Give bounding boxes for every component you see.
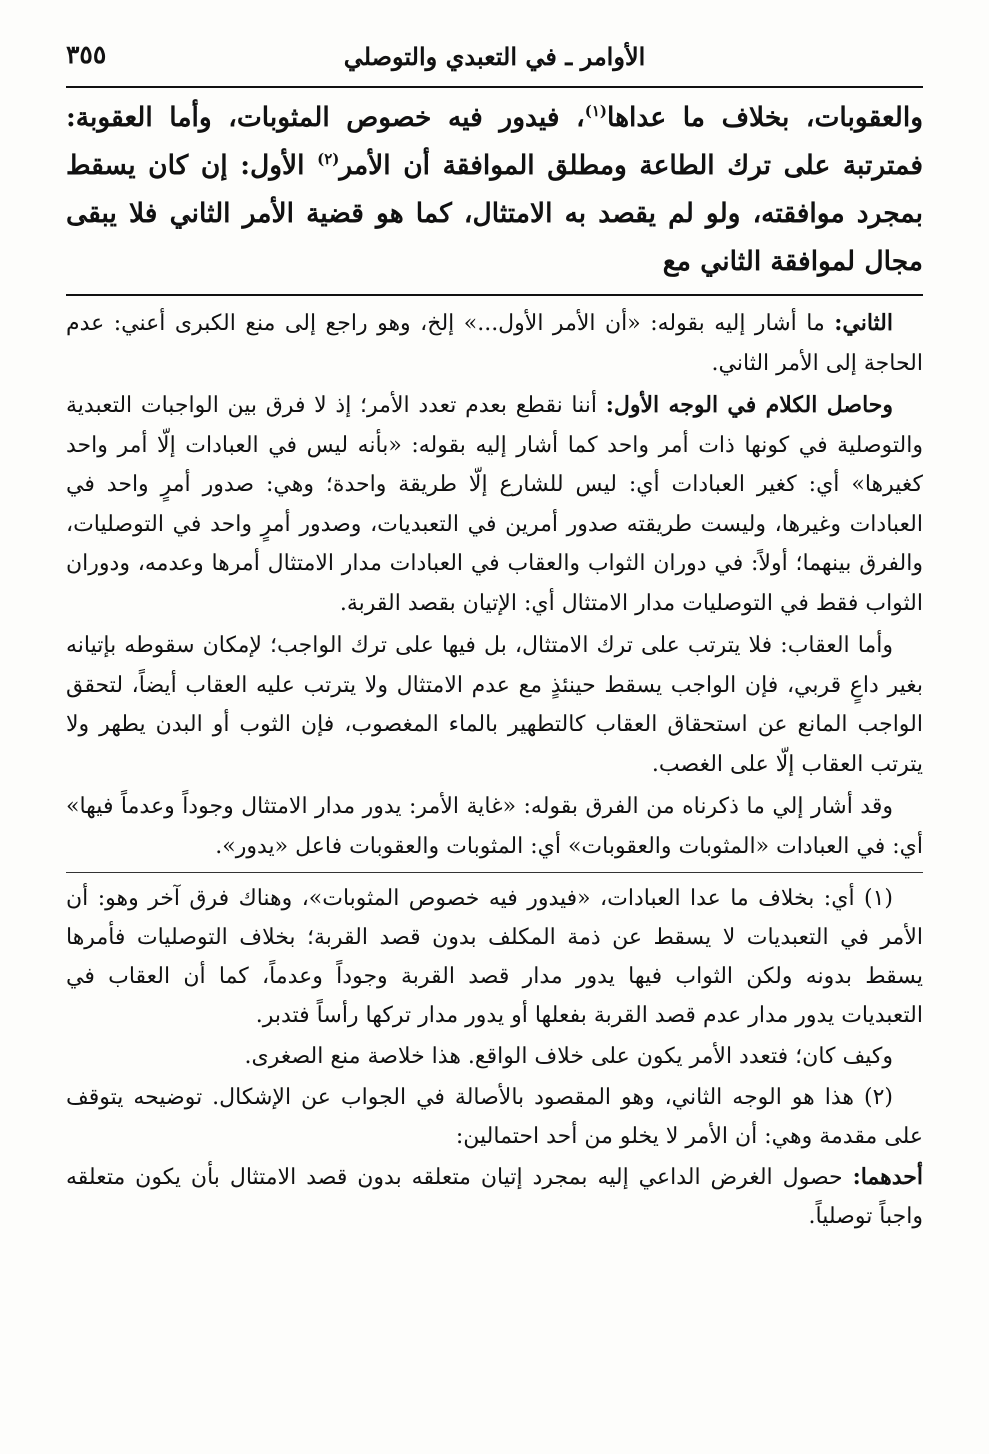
page-header [66, 32, 923, 88]
commentary-paragraph-3: وأما العقاب: فلا يترتب على ترك الامتثال، بل فيها على ترك الواجب؛ لإمكان سقوطه بإتيانه بغير داعٍ قربي، فإن الواجب يسقط حينئذٍ مع عدم الامتثال ولا يترتب عليه العقاب أيضاً، لتحقق الواجب المانع عن استحقاق العقاب كالتطهير بالماء المغصوب، فإن الثوب أو البدن يطهر ولا يترتب العقاب إلّا على الغصب. [66, 633, 923, 777]
page-number: ٣٥٥ [66, 40, 107, 69]
footnote-term: أحدهما: [852, 1164, 923, 1190]
main-text-part1: والعقوبات، بخلاف ما عداها [607, 102, 923, 133]
main-text [66, 88, 923, 296]
footnote-ref-1: (١) [584, 102, 607, 121]
footnote-1: (١) أي: بخلاف ما عدا العبادات، «فيدور فيه خصوص المثوبات»، وهناك فرق آخر وهو: أن الأمر في التعبديات لا يسقط عن ذمة المكلف بدون قصد القربة؛ بخلاف التوصليات فأمرها يسقط بدونه ولكن الثواب فيها يدور مدار قصد القربة وجوداً وعدماً، كما أن العقاب في التعبديات يدور مدار عدم قصد القربة بفعلها أو يدور مدار تركها رأساً فتدبر. [66, 886, 923, 1028]
footnote-1-continuation: وكيف كان؛ فتعدد الأمر يكون على خلاف الواقع. هذا خلاصة منع الصغرى. [244, 1044, 893, 1069]
running-title: الأوامر ـ في التعبدي والتوصلي [343, 42, 646, 71]
commentary-term-2: وحاصل الكلام في الوجه الأول: [605, 392, 894, 418]
footnote-2: (٢) هذا هو الوجه الثاني، وهو المقصود بالأصالة في الجواب عن الإشكال. توضيحه يتوقف على مقدمة وهي: أن الأمر لا يخلو من أحد احتمالين: [66, 1085, 923, 1149]
commentary-paragraph-1 [66, 304, 923, 383]
main-text-part3: الأول: إن كان يسقط بمجرد موافقته، ولو لم يقصد به الامتثال، كما هو قضية الأمر الثاني فلا يبقى مجال لموافقة الثاني مع [66, 150, 923, 277]
commentary-text-1: ما أشار إليه بقوله: «أن الأمر الأول...» إلخ، وهو راجع إلى منع الكبرى أعني: عدم الحاجة إلى الأمر الثاني. [66, 311, 923, 376]
footnote-ref-2: (٢) [317, 150, 340, 169]
commentary-term-1: الثاني: [834, 310, 893, 336]
footnote-2-continuation [66, 1158, 923, 1236]
footnotes [66, 872, 923, 1236]
commentary-paragraph-2 [66, 386, 923, 623]
commentary-paragraph-4: وقد أشار إلي ما ذكرناه من الفرق بقوله: «غاية الأمر: يدور مدار الامتثال وجوداً وعدماً فيها» أي: في العبادات «المثوبات والعقوبات» أي: المثوبات والعقوبات فاعل «يدور». [66, 794, 923, 859]
footnote-term-text: حصول الغرض الداعي إليه بمجرد إتيان متعلقه بدون قصد الامتثال بأن يكون متعلقه واجباً توصلياً. [66, 1165, 923, 1229]
commentary [66, 296, 923, 866]
main-text-part2: ، فيدور فيه خصوص المثوبات، وأما العقوبة: فمترتبة على ترك الطاعة ومطلق الموافقة أن الأمر [66, 102, 924, 181]
commentary-text-2: أننا نقطع بعدم تعدد الأمر؛ إذ لا فرق بين الواجبات التعبدية والتوصلية في كونها ذات أمر واحد كما أشار إليه بقوله: «بأنه ليس في العبادات إلّا أمر واحد كغيرها» أي: كغير العبادات أي: ليس للشارع إلّا طريقة واحدة؛ وهي: صدور أمرٍ واحد في العبادات وغيرها، وليست طريقته صدور أمرين في التعبديات، وصدور أمرٍ واحد في التوصليات، والفرق بينهما؛ أولاً: في دوران الثواب والعقاب في العبادات مدار الامتثال أمرها وعدمه، ودوران الثواب فقط في التوصليات مدار الامتثال أي: الإتيان بقصد القربة. [66, 393, 923, 616]
